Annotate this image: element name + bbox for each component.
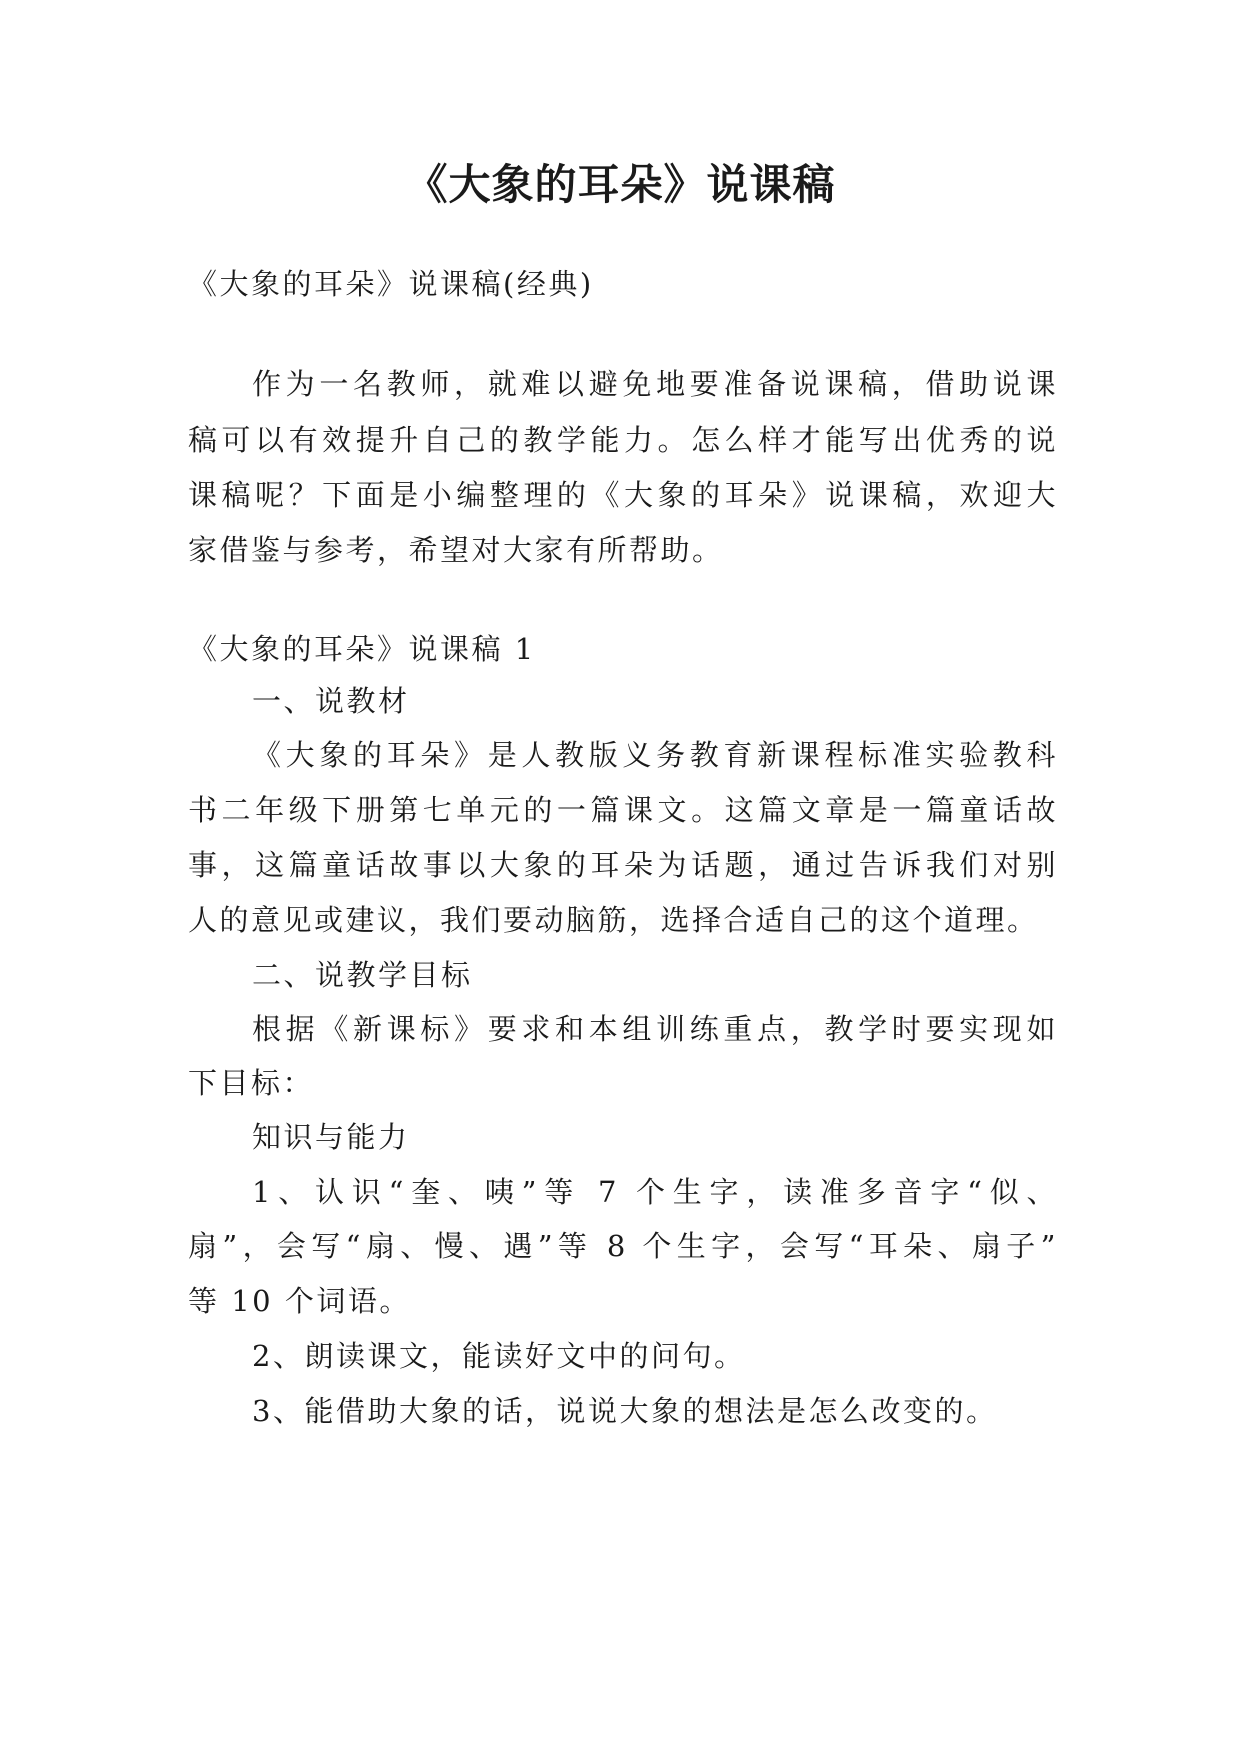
knowledge-heading: 知识与能力: [252, 1120, 410, 1154]
intro-line-4: 家借鉴与参考，希望对大家有所帮助。: [188, 533, 724, 567]
goal2-line: 2、朗读课文，能读好文中的问句。: [252, 1339, 746, 1373]
intro-line-1: 作为一名教师，就难以避免地要准备说课稿，借助说课: [252, 367, 1058, 401]
section-heading: 《大象的耳朵》说课稿 1: [188, 632, 536, 666]
part1-line-4: 人的意见或建议，我们要动脑筋，选择合适自己的这个道理。: [188, 903, 1039, 937]
intro-line-3: 课稿呢？下面是小编整理的《大象的耳朵》说课稿，欢迎大: [188, 478, 1058, 512]
goal1-line-1: 1、认识“奎、咦”等 7 个生字，读准多音字“似、: [252, 1175, 1058, 1209]
part1-line-1: 《大象的耳朵》是人教版义务教育新课程标准实验教科: [252, 738, 1058, 772]
goal3-line: 3、能借助大象的话，说说大象的想法是怎么改变的。: [252, 1394, 998, 1428]
intro-line-2: 稿可以有效提升自己的教学能力。怎么样才能写出优秀的说: [188, 423, 1058, 457]
part1-line-3: 事，这篇童话故事以大象的耳朵为话题，通过告诉我们对别: [188, 848, 1058, 882]
document-subtitle: 《大象的耳朵》说课稿(经典): [188, 267, 594, 301]
goal1-line-3: 等 10 个词语。: [188, 1284, 411, 1318]
part2-line-2: 下目标：: [188, 1066, 315, 1100]
document-title: 《大象的耳朵》说课稿: [405, 160, 836, 209]
goal1-line-2: 扇”，会写“扇、慢、遇”等 8 个生字，会写“耳朵、扇子”: [188, 1229, 1058, 1263]
part1-line-2: 书二年级下册第七单元的一篇课文。这篇文章是一篇童话故: [188, 793, 1058, 827]
part1-heading: 一、说教材: [252, 684, 410, 718]
part2-heading: 二、说教学目标: [252, 958, 473, 992]
part2-line-1: 根据《新课标》要求和本组训练重点，教学时要实现如: [252, 1012, 1058, 1046]
